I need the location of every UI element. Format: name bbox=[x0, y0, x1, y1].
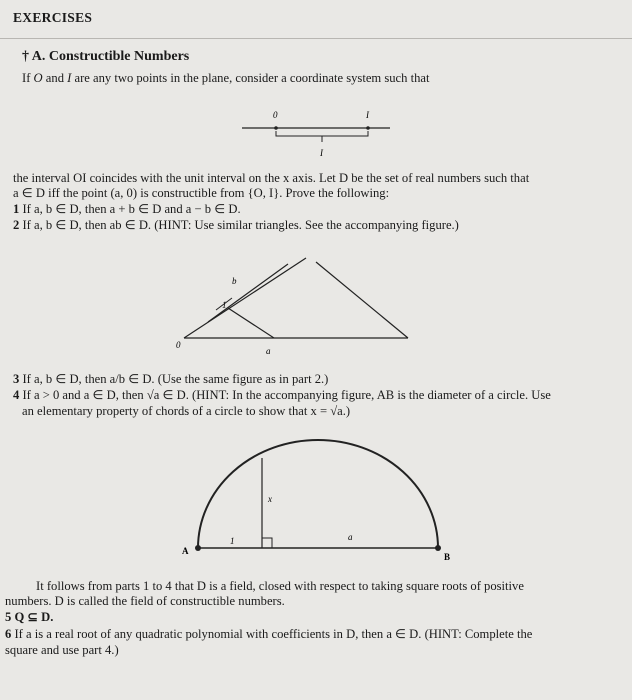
label-a: a bbox=[348, 532, 353, 542]
label-1: 1 bbox=[230, 536, 235, 546]
item-3: 3 If a, b ∈ D, then a/b ∈ D. (Use the same figure as in part 2.) bbox=[13, 372, 329, 386]
item-5: 5 Q ⊆ D. bbox=[5, 610, 54, 624]
label-A: A bbox=[182, 546, 189, 556]
label-b: b bbox=[232, 276, 237, 286]
label-x: x bbox=[268, 494, 272, 504]
para-line-2: a ∈ D iff the point (a, 0) is constructible from {O, I}. Prove the following: bbox=[13, 186, 390, 200]
item-6-line-2: square and use part 4.) bbox=[5, 643, 119, 657]
exercises-heading: EXERCISES bbox=[13, 10, 93, 25]
item-6-line-1: 6 If a is a real root of any quadratic polynomial with coefficients in D, then a ∈ D. (HINT: Complete the bbox=[5, 627, 533, 641]
label-0: 0 bbox=[176, 340, 181, 350]
item-2: 2 If a, b ∈ D, then ab ∈ D. (HINT: Use similar triangles. See the accompanying figure.) bbox=[13, 218, 459, 232]
similar-triangles-figure bbox=[170, 250, 430, 362]
label-unit: I bbox=[320, 148, 323, 158]
divider bbox=[0, 38, 632, 39]
section-title bbox=[22, 49, 189, 64]
semicircle-figure bbox=[176, 426, 466, 566]
label-i: I bbox=[366, 110, 369, 120]
closing-line-2: numbers. D is called the field of constructible numbers. bbox=[5, 594, 285, 608]
item-1: 1 If a, b ∈ D, then a + b ∈ D and a − b ∈ D. bbox=[13, 202, 241, 216]
item-4-line-1: 4 If a > 0 and a ∈ D, then √a ∈ D. (HINT: In the accompanying figure, AB is the diameter of a circle. Use bbox=[13, 388, 551, 402]
dagger-mark: † bbox=[22, 49, 29, 64]
item-4-line-2: an elementary property of chords of a circle to show that x = √a.) bbox=[22, 404, 351, 418]
label-B: B bbox=[444, 552, 451, 562]
section-title-text: A. Constructible Numbers bbox=[31, 49, 190, 64]
unit-interval-figure bbox=[238, 104, 398, 162]
label-o: 0 bbox=[273, 110, 278, 120]
para-line-1: the interval OI coincides with the unit interval on the x axis. Let D be the set of real numbers such that bbox=[13, 171, 530, 185]
closing-line-1: It follows from parts 1 to 4 that D is a field, closed with respect to taking square roots of positive bbox=[36, 579, 524, 593]
label-1: 1 bbox=[222, 300, 227, 310]
label-a: a bbox=[266, 346, 271, 356]
intro-line: If O and I are any two points in the plane, consider a coordinate system such that bbox=[22, 71, 430, 85]
